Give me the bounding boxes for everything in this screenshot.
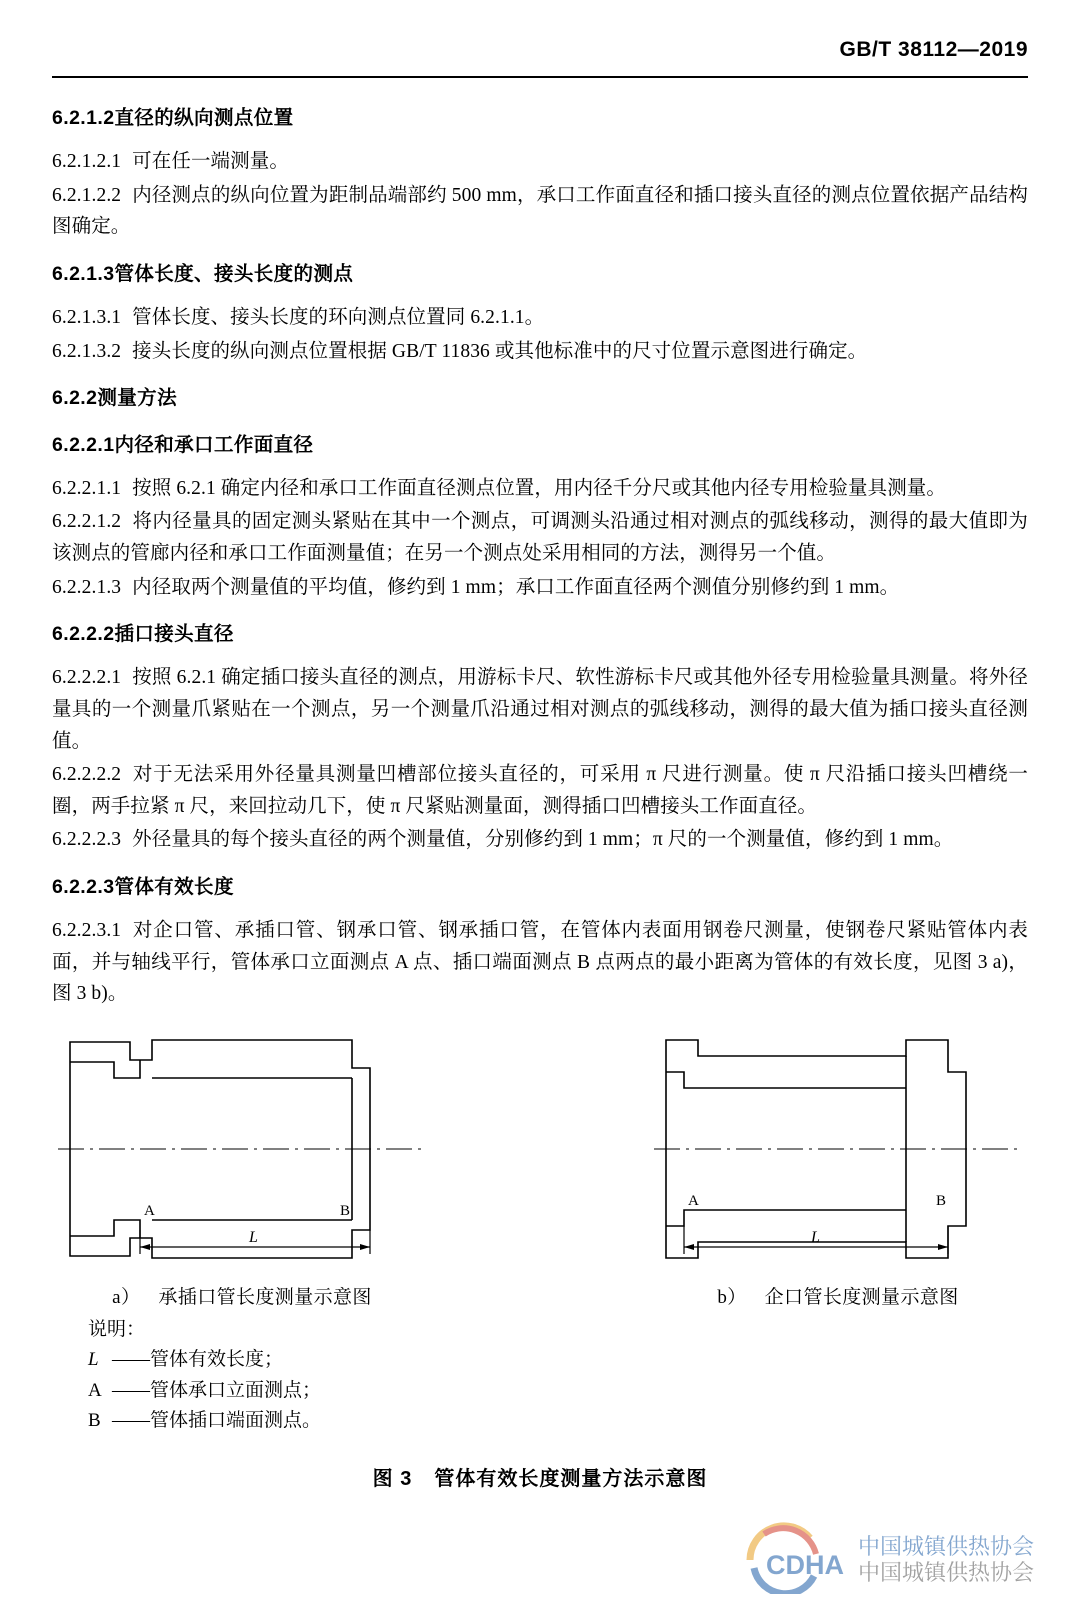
figure-3b-caption bbox=[648, 1282, 1028, 1309]
figure-3a-text: 承插口管长度测量示意图 bbox=[158, 1286, 372, 1308]
figure-title-text: 管体有效长度测量方法示意图 bbox=[434, 1467, 708, 1490]
paragraph-block bbox=[52, 662, 1028, 855]
paragraph-text: 按照 6.2.1 确定内径和承口工作面直径测点位置，用内径千分尺或其他内径专用检验量具测量。 bbox=[132, 477, 947, 499]
paragraph-number: 6.2.2.2.3 bbox=[52, 829, 122, 851]
legend-title: 说明： bbox=[88, 1318, 146, 1340]
section-title: 直径的纵向测点位置 bbox=[114, 107, 294, 129]
paragraph-text: 内径测点的纵向位置为距制品端部约 500 mm，承口工作面直径和插口接头直径的测点位置依据产品结构图确定。 bbox=[52, 184, 1028, 238]
legend-desc: ——管体有效长度； bbox=[112, 1349, 284, 1371]
label-length: L bbox=[249, 1228, 258, 1246]
section-title: 内径和承口工作面直径 bbox=[114, 433, 314, 456]
section-number: 6.2.2.1 bbox=[52, 433, 115, 456]
paragraph-text: 管体长度、接头长度的环向测点位置同 6.2.1.1。 bbox=[132, 307, 545, 329]
paragraph-number: 6.2.2.1.3 bbox=[52, 576, 122, 598]
paragraph-text: 对于无法采用外径量具测量凹槽部位接头直径的，可采用 π 尺进行测量。使 π 尺沿插口接头凹槽绕一圈，两手拉紧 π 尺，来回拉动几下，使 π 尺紧贴测量面，测得插口凹槽接头工作面直径。 bbox=[52, 764, 1028, 817]
legend-desc: ——管体承口立面测点； bbox=[112, 1379, 322, 1401]
watermark-name: 中国城镇供热协会 bbox=[858, 1534, 1035, 1559]
legend-symbol: A bbox=[88, 1379, 102, 1401]
legend-item bbox=[88, 1346, 1028, 1375]
paragraph bbox=[52, 180, 1028, 243]
section-heading bbox=[52, 431, 1028, 460]
watermark-logo bbox=[740, 1514, 1040, 1594]
label-b: B bbox=[340, 1202, 351, 1219]
paragraph-number: 6.2.2.2.2 bbox=[52, 764, 122, 786]
paragraph-block bbox=[52, 915, 1028, 1010]
figure-3a bbox=[52, 1032, 432, 1309]
paragraph-number: 6.2.1.3.2 bbox=[52, 340, 122, 362]
figure-3a-caption bbox=[52, 1282, 432, 1309]
figure-title bbox=[52, 1462, 1028, 1491]
legend-item bbox=[88, 1407, 1028, 1436]
tongue-groove-pipe-diagram bbox=[648, 1032, 1028, 1267]
label-b: B bbox=[936, 1192, 947, 1209]
paragraph-text: 可在任一端测量。 bbox=[132, 151, 289, 173]
paragraph bbox=[52, 572, 1028, 604]
paragraph bbox=[52, 915, 1028, 1010]
section-heading bbox=[52, 384, 1028, 413]
figure-number: 图 3 bbox=[372, 1467, 413, 1490]
section-title: 管体有效长度 bbox=[114, 875, 234, 898]
paragraph bbox=[52, 759, 1028, 822]
paragraph-number: 6.2.1.2.1 bbox=[52, 151, 122, 173]
paragraph bbox=[52, 146, 1028, 178]
section-heading bbox=[52, 873, 1028, 902]
paragraph-text: 接头长度的纵向测点位置根据 GB/T 11836 或其他标准中的尺寸位置示意图进行确定。 bbox=[132, 340, 868, 362]
section-heading bbox=[52, 104, 1028, 133]
paragraph-number: 6.2.2.1.1 bbox=[52, 477, 122, 499]
paragraph-text: 将内径量具的固定测头紧贴在其中一个测点，可调测头沿通过相对测点的弧线移动，测得的最大值即为该测点的管廊内径和承口工作面测量值；在另一个测点处采用相同的方法，测得另一个值。 bbox=[52, 511, 1028, 565]
section-number: 6.2.2 bbox=[52, 387, 98, 410]
legend-symbol: B bbox=[88, 1410, 101, 1432]
section-number: 6.2.1.3 bbox=[52, 262, 115, 285]
header-divider bbox=[52, 76, 1028, 78]
figure-diagrams-row bbox=[52, 1032, 1028, 1309]
paragraph bbox=[52, 662, 1028, 757]
figure-legend bbox=[88, 1316, 1028, 1436]
paragraph-text: 按照 6.2.1 确定插口接头直径的测点，用游标卡尺、软性游标卡尺或其他外径专用检验量具测量。将外径量具的一个测量爪紧贴在一个测点，另一个测量爪沿通过相对测点的弧线移动，测得的最大值为插口接头直径测值。 bbox=[52, 667, 1028, 752]
label-a: A bbox=[144, 1202, 155, 1219]
label-a: A bbox=[688, 1192, 699, 1209]
legend-symbol: L bbox=[88, 1349, 99, 1371]
socket-pipe-diagram bbox=[52, 1032, 432, 1267]
paragraph bbox=[52, 336, 1028, 368]
paragraph bbox=[52, 473, 1028, 505]
figure-3b-label: b） bbox=[717, 1286, 747, 1308]
figure-3 bbox=[52, 1032, 1028, 1308]
paragraph bbox=[52, 302, 1028, 334]
page-content bbox=[52, 104, 1028, 1491]
paragraph-number: 6.2.1.2.2 bbox=[52, 184, 122, 206]
paragraph bbox=[52, 824, 1028, 856]
section-title: 插口接头直径 bbox=[114, 623, 234, 646]
paragraph bbox=[52, 506, 1028, 569]
paragraph-block bbox=[52, 146, 1028, 243]
watermark-name-shadow: 中国城镇供热协会 bbox=[858, 1560, 1035, 1585]
section-title: 测量方法 bbox=[97, 387, 177, 410]
paragraph-text: 对企口管、承插口管、钢承口管、钢承插口管，在管体内表面用钢卷尺测量，使钢卷尺紧贴管体内表面，并与轴线平行，管体承口立面测点 A 点、插口端面测点 B 点两点的最小距离为管体的有效长度，见图 3 a)，图 3 b)。 bbox=[52, 920, 1028, 1005]
paragraph-block bbox=[52, 302, 1028, 367]
paragraph-text: 内径取两个测量值的平均值，修约到 1 mm；承口工作面直径两个测值分别修约到 1 mm。 bbox=[132, 576, 900, 598]
section-number: 6.2.2.2 bbox=[52, 623, 115, 646]
section-heading bbox=[52, 260, 1028, 289]
paragraph-number: 6.2.2.1.2 bbox=[52, 511, 122, 533]
section-number: 6.2.2.3 bbox=[52, 875, 115, 898]
paragraph-number: 6.2.2.3.1 bbox=[52, 920, 122, 942]
section-heading bbox=[52, 620, 1028, 649]
legend-desc: ——管体插口端面测点。 bbox=[112, 1410, 322, 1432]
section-number: 6.2.1.2 bbox=[52, 107, 115, 129]
figure-3a-label: a） bbox=[112, 1286, 141, 1308]
label-length: L bbox=[811, 1228, 820, 1246]
legend-item bbox=[88, 1377, 1028, 1406]
watermark-abbr: CDHA bbox=[766, 1550, 844, 1580]
paragraph-block bbox=[52, 473, 1028, 603]
paragraph-number: 6.2.2.2.1 bbox=[52, 667, 122, 689]
paragraph-text: 外径量具的每个接头直径的两个测量值，分别修约到 1 mm；π 尺的一个测量值，修约到 1 mm。 bbox=[132, 829, 954, 851]
paragraph-number: 6.2.1.3.1 bbox=[52, 307, 122, 329]
section-title: 管体长度、接头长度的测点 bbox=[114, 262, 354, 285]
figure-3b-text: 企口管长度测量示意图 bbox=[764, 1286, 959, 1308]
page-header-standard-id: GB/T 38112—2019 bbox=[839, 38, 1028, 61]
figure-3b bbox=[648, 1032, 1028, 1309]
